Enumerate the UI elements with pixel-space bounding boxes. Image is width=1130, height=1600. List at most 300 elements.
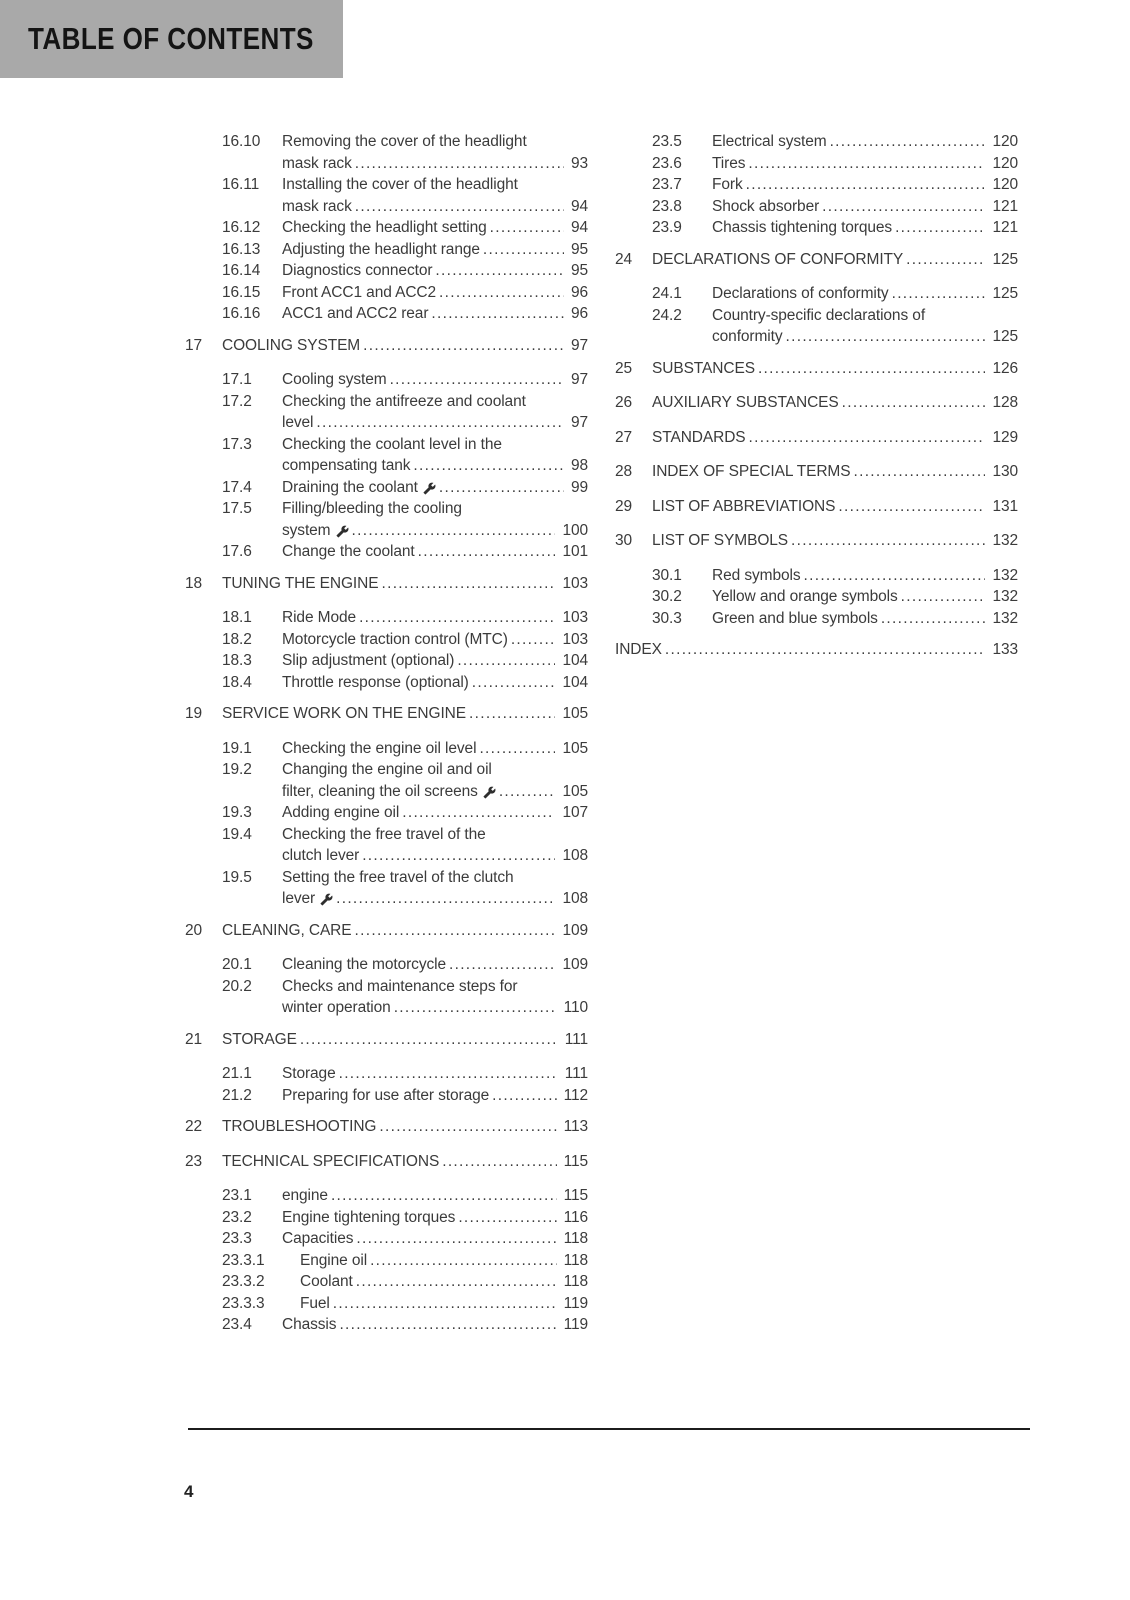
toc-entry-number: 28 <box>615 463 633 480</box>
toc-entry-page: 129 <box>992 428 1018 446</box>
toc-entry-page: 115 <box>563 1187 588 1204</box>
toc-entry-title: TROUBLESHOOTING <box>222 1118 377 1135</box>
toc-entry-page: 105 <box>562 705 588 722</box>
toc-entry-title: engine <box>282 1187 328 1204</box>
dot-leader <box>881 608 986 630</box>
toc-entry <box>185 1314 588 1336</box>
toc-entry-body <box>712 131 1018 153</box>
toc-entry-lastline <box>282 412 588 434</box>
toc-entry-lastline <box>282 802 588 824</box>
toc-entry-lastline <box>282 1207 588 1229</box>
dot-leader <box>483 239 564 261</box>
toc-entry-number: 19.1 <box>222 739 252 757</box>
toc-entry-lastline <box>282 672 588 694</box>
toc-entry-number: 30.2 <box>652 588 682 605</box>
toc-entry-number: 29 <box>615 497 633 515</box>
toc-entry-title: STANDARDS <box>652 428 746 446</box>
toc-entry <box>615 217 1018 239</box>
toc-entry-number: 17 <box>185 336 203 354</box>
toc-entry-lastline <box>222 703 588 725</box>
toc-entry-body <box>222 920 588 942</box>
toc-entry <box>615 131 1018 153</box>
toc-entry <box>185 260 588 282</box>
toc-entry-body <box>282 239 588 261</box>
toc-entry-page: 105 <box>562 782 588 800</box>
toc-entry-body <box>282 650 588 672</box>
toc-entry-lastline <box>282 650 588 672</box>
toc-entry-title: AUXILIARY SUBSTANCES <box>652 394 839 411</box>
toc-entry <box>185 174 588 217</box>
toc-entry-title: Engine oil <box>300 1251 368 1269</box>
dot-leader <box>838 496 985 518</box>
toc-entry <box>185 477 588 499</box>
toc-entry-page: 120 <box>992 154 1018 172</box>
toc-entry <box>185 1228 588 1250</box>
toc-entry-number: 24.2 <box>652 306 682 324</box>
toc-entry-body <box>282 217 588 239</box>
toc-entry-body <box>652 427 1018 449</box>
toc-entry-title: Storage <box>282 1065 336 1082</box>
toc-entry-page: 118 <box>563 1273 588 1290</box>
toc-entry-number: 23 <box>185 1152 203 1170</box>
toc-entry-number: 20.1 <box>222 956 252 973</box>
toc-entry-page: 107 <box>562 804 588 821</box>
dot-leader <box>822 196 985 218</box>
toc-entry-title: INDEX <box>615 641 662 658</box>
toc-entry-lastline <box>282 1228 588 1250</box>
toc-entry-number: 23.7 <box>652 176 682 193</box>
dot-leader <box>449 954 555 976</box>
toc-entry-number: 17.3 <box>222 435 252 453</box>
toc-entry <box>615 392 1018 414</box>
toc-entry <box>185 239 588 261</box>
dot-leader <box>791 530 985 552</box>
toc-entry-body <box>712 283 1018 305</box>
toc-entry-page: 112 <box>563 1086 588 1104</box>
toc-entry <box>615 358 1018 380</box>
dot-leader <box>901 586 986 608</box>
dot-leader <box>472 672 556 694</box>
toc-entry-page: 125 <box>992 250 1018 268</box>
toc-entry-page: 118 <box>563 1230 588 1247</box>
toc-entry-page: 108 <box>562 847 588 864</box>
toc-entry-title: Adding engine oil <box>282 804 400 821</box>
toc-entry-title-line: Checks and maintenance steps for <box>282 977 518 995</box>
dot-leader <box>362 845 555 867</box>
toc-entry <box>615 305 1018 348</box>
toc-entry-lastline <box>282 369 588 391</box>
toc-entry-number: 17.1 <box>222 371 252 388</box>
toc-entry-body <box>712 565 1018 587</box>
toc-entry <box>615 530 1018 552</box>
dot-leader <box>413 455 564 477</box>
toc-entry <box>615 153 1018 175</box>
toc-entry-lastline <box>712 326 1018 348</box>
dot-leader <box>352 520 556 542</box>
toc-entry <box>185 1116 588 1138</box>
toc-entry-title-line: Setting the free travel of the clutch <box>282 868 514 886</box>
toc-entry-lastline <box>282 541 588 563</box>
dot-leader <box>356 1228 556 1250</box>
toc-entry-number: 17.2 <box>222 392 252 410</box>
toc-entry-body <box>222 1029 588 1051</box>
toc-entry-page: 104 <box>562 673 588 691</box>
dot-leader <box>853 461 985 483</box>
toc-entry-title: SERVICE WORK ON THE ENGINE <box>222 705 467 722</box>
toc-entry-page: 113 <box>563 1118 588 1135</box>
toc-entry-page: 98 <box>570 457 588 474</box>
toc-entry-lastline <box>282 997 588 1019</box>
toc-entry-page: 103 <box>562 609 588 626</box>
dot-leader <box>390 369 564 391</box>
toc-entry-number: 20 <box>185 921 203 939</box>
toc-entry-lastline <box>282 455 588 477</box>
toc-entry <box>185 1250 588 1272</box>
toc-entry-body <box>282 954 588 976</box>
toc-entry-title: Slip adjustment (optional) <box>282 652 455 669</box>
toc-entry-title: lever <box>282 890 316 907</box>
wrench-icon <box>320 893 333 906</box>
toc-entry-title: Red symbols <box>712 566 801 584</box>
toc-entry-body <box>282 303 588 325</box>
toc-entry-title: conformity <box>712 328 783 345</box>
toc-entry-number: 19.4 <box>222 825 252 843</box>
toc-entry-number: 19.3 <box>222 804 252 821</box>
toc-entry-title: LIST OF ABBREVIATIONS <box>652 497 836 515</box>
toc-entry-page: 132 <box>992 609 1018 627</box>
toc-entry-body <box>652 530 1018 552</box>
toc-entry <box>615 174 1018 196</box>
toc-entry <box>185 1207 588 1229</box>
dot-leader <box>355 920 556 942</box>
toc-entry-lastline <box>712 153 1018 175</box>
toc-entry-page: 130 <box>992 463 1018 480</box>
toc-entry-lastline <box>282 1185 588 1207</box>
toc-entry-page: 95 <box>570 262 588 279</box>
toc-entry-page: 93 <box>570 154 588 172</box>
toc-entry-title: Capacities <box>282 1230 354 1247</box>
toc-entry-body <box>282 541 588 563</box>
toc-entry-number: 23.3.1 <box>222 1251 265 1269</box>
wrench-icon <box>336 525 349 538</box>
toc-entry-lastline <box>282 738 588 760</box>
toc-entry-title-line: Changing the engine oil and oil <box>282 761 492 778</box>
toc-column-right <box>615 131 1018 674</box>
dot-leader <box>906 249 985 271</box>
toc-entry-title: Chassis tightening torques <box>712 219 893 236</box>
toc-entry-page: 97 <box>570 414 588 431</box>
toc-entry <box>185 303 588 325</box>
toc-entry-body <box>282 260 588 282</box>
toc-entry-lastline <box>282 888 588 910</box>
dot-leader <box>336 888 555 910</box>
toc-entry-title-line: Checking the coolant level in the <box>282 435 502 453</box>
toc-entry-title: Motorcycle traction control (MTC) <box>282 630 508 648</box>
toc-entry-title: mask rack <box>282 197 352 215</box>
toc-entry-body <box>652 461 1018 483</box>
toc-entry <box>185 738 588 760</box>
toc-entry-lastline <box>282 282 588 304</box>
toc-entry-title: TECHNICAL SPECIFICATIONS <box>222 1152 440 1170</box>
toc-entry-lastline <box>282 629 588 651</box>
toc-entry-page: 105 <box>562 739 588 757</box>
toc-entry-page: 132 <box>992 532 1018 549</box>
toc-entry <box>185 1271 588 1293</box>
toc-entry-body <box>282 477 588 499</box>
footer-rule <box>188 1428 1030 1430</box>
toc-entry-body <box>712 608 1018 630</box>
toc-entry-title: COOLING SYSTEM <box>222 336 361 354</box>
toc-entry-body <box>282 976 588 1019</box>
toc-entry-title-line: Removing the cover of the headlight <box>282 133 527 150</box>
toc-entry-page: 120 <box>992 133 1018 150</box>
toc-entry-page: 133 <box>992 641 1018 658</box>
toc-entry-body <box>282 1207 588 1229</box>
toc-entry-body <box>282 629 588 651</box>
toc-entry-title: Tires <box>712 154 746 172</box>
toc-entry-body <box>282 824 588 867</box>
toc-entry-number: 21.1 <box>222 1065 252 1082</box>
dot-leader <box>331 1185 557 1207</box>
toc-entry-page: 108 <box>562 890 588 907</box>
toc-entry-body <box>652 392 1018 414</box>
dot-leader <box>316 412 564 434</box>
toc-entry <box>185 920 588 942</box>
toc-entry-page: 126 <box>992 359 1018 377</box>
toc-entry-body <box>282 1314 588 1336</box>
toc-entry-number: 30.1 <box>652 566 682 584</box>
toc-entry-lastline <box>712 196 1018 218</box>
toc-entry-title: Fuel <box>300 1294 330 1312</box>
dot-leader <box>665 639 986 661</box>
toc-entry-number: 19 <box>185 705 203 722</box>
dot-leader <box>442 1151 556 1173</box>
toc-entry-body <box>652 249 1018 271</box>
dot-leader <box>490 217 564 239</box>
toc-entry-lastline <box>300 1250 588 1272</box>
toc-entry-body <box>712 305 1018 348</box>
dot-leader <box>746 174 986 196</box>
toc-entry-number: 18 <box>185 574 203 592</box>
toc-entry-lastline <box>222 1029 588 1051</box>
toc-entry-body <box>282 738 588 760</box>
toc-entry-body <box>282 498 588 541</box>
dot-leader <box>758 358 986 380</box>
toc-entry-page: 121 <box>992 219 1018 236</box>
toc-entry-number: 23.6 <box>652 154 682 172</box>
toc-entry-lastline <box>712 586 1018 608</box>
toc-entry <box>185 650 588 672</box>
toc-entry-body <box>712 153 1018 175</box>
toc-entry-body <box>712 196 1018 218</box>
toc-entry-title: Cooling system <box>282 371 387 388</box>
toc-entry-title: Change the coolant <box>282 543 415 560</box>
dot-leader <box>457 650 555 672</box>
dot-leader <box>381 573 555 595</box>
toc-entry-title: level <box>282 414 314 431</box>
toc-entry-title: mask rack <box>282 154 352 172</box>
toc-entry-body <box>282 434 588 477</box>
toc-entry-page: 101 <box>562 543 588 560</box>
toc-entry <box>185 498 588 541</box>
toc-entry-body <box>712 217 1018 239</box>
toc-entry <box>185 802 588 824</box>
toc-entry-title: Draining the coolant <box>282 478 418 496</box>
toc-entry-title: Adjusting the headlight range <box>282 240 480 258</box>
toc-entry-page: 109 <box>562 956 588 973</box>
toc-entry <box>615 196 1018 218</box>
toc-entry-lastline <box>282 1063 588 1085</box>
toc-entry-page: 120 <box>992 176 1018 193</box>
toc-entry-body <box>652 496 1018 518</box>
toc-entry-number: 18.2 <box>222 630 252 648</box>
toc-entry-page: 110 <box>563 999 588 1016</box>
toc-entry-page: 119 <box>563 1294 588 1312</box>
toc-entry-lastline <box>712 131 1018 153</box>
toc-entry-page: 115 <box>563 1152 588 1170</box>
toc-entry-number: 18.4 <box>222 673 252 691</box>
dot-leader <box>333 1293 557 1315</box>
toc-entry-number: 23.5 <box>652 133 682 150</box>
footer-page-number: 4 <box>184 1482 194 1501</box>
toc-entry-title-line: Checking the antifreeze and coolant <box>282 392 526 410</box>
toc-entry-title: Throttle response (optional) <box>282 673 469 691</box>
toc-entry-lastline <box>282 520 588 542</box>
toc-entry-lastline <box>282 845 588 867</box>
toc-entry-title: Chassis <box>282 1316 337 1333</box>
toc-entry <box>615 608 1018 630</box>
toc-entry-title: clutch lever <box>282 847 360 864</box>
toc-entry-title: winter operation <box>282 999 391 1016</box>
page-header <box>0 0 343 78</box>
toc-entry-lastline <box>282 260 588 282</box>
toc-entry-page: 111 <box>564 1030 588 1048</box>
toc-entry-lastline <box>712 217 1018 239</box>
toc-column-left <box>185 131 588 1336</box>
toc-entry-number: 26 <box>615 394 633 411</box>
toc-entry <box>615 283 1018 305</box>
toc-entry-page: 125 <box>992 285 1018 302</box>
toc-entry-page: 132 <box>992 566 1018 584</box>
dot-leader <box>842 392 986 414</box>
toc-entry-page: 95 <box>570 240 588 258</box>
toc-entry-body <box>300 1250 588 1272</box>
toc-entry-title: filter, cleaning the oil screens <box>282 782 478 800</box>
toc-entry-title: TUNING THE ENGINE <box>222 574 379 592</box>
dot-leader <box>355 153 564 175</box>
toc-entry-title: LIST OF SYMBOLS <box>652 532 789 549</box>
dot-leader <box>402 802 555 824</box>
toc-entry-number: 24.1 <box>652 285 682 302</box>
toc-entry <box>185 672 588 694</box>
toc-entry <box>615 639 1018 661</box>
toc-entry-page: 128 <box>992 394 1018 411</box>
toc-entry <box>185 1185 588 1207</box>
toc-entry-number: 16.12 <box>222 219 261 236</box>
dot-leader <box>895 217 985 239</box>
toc-entry-title: Engine tightening torques <box>282 1208 456 1226</box>
toc-entry-number: 23.4 <box>222 1316 252 1333</box>
toc-entry-body <box>222 1151 588 1173</box>
dot-leader <box>439 282 564 304</box>
toc-entry-number: 25 <box>615 359 633 377</box>
toc-entry-lastline <box>222 920 588 942</box>
toc-entry-body <box>282 369 588 391</box>
toc-entry-lastline <box>300 1271 588 1293</box>
toc-entry-number: 18.3 <box>222 652 252 669</box>
toc-entry-lastline <box>652 358 1018 380</box>
toc-entry-body <box>282 1228 588 1250</box>
toc-entry-page: 100 <box>562 521 588 539</box>
toc-entry-title-line: Installing the cover of the headlight <box>282 176 518 193</box>
toc-entry-number: 17.4 <box>222 478 252 496</box>
toc-entry-lastline <box>222 573 588 595</box>
toc-entry <box>615 586 1018 608</box>
toc-entry-body <box>222 1116 588 1138</box>
toc-entry <box>185 1085 588 1107</box>
toc-entry-page: 119 <box>563 1316 588 1333</box>
toc-entry-lastline <box>652 427 1018 449</box>
toc-entry-title: ACC1 and ACC2 rear <box>282 305 429 322</box>
toc-entry-title: Front ACC1 and ACC2 <box>282 283 437 301</box>
toc-entry-number: 16.13 <box>222 240 261 258</box>
toc-entry-page: 131 <box>992 497 1018 515</box>
toc-entry-title-line: Country-specific declarations of <box>712 306 926 324</box>
toc-entry <box>185 217 588 239</box>
toc-entry-lastline <box>652 461 1018 483</box>
toc-entry-lastline <box>282 196 588 218</box>
toc-entry-page: 111 <box>564 1065 588 1082</box>
dot-leader <box>418 541 556 563</box>
toc-entry-lastline <box>282 217 588 239</box>
toc-entry <box>185 1029 588 1051</box>
toc-entry-title: INDEX OF SPECIAL TERMS <box>652 463 851 480</box>
toc-entry-page: 116 <box>563 1208 588 1226</box>
dot-leader <box>363 335 564 357</box>
toc-entry-title: Checking the headlight setting <box>282 219 487 236</box>
toc-entry-number: 19.2 <box>222 761 252 778</box>
toc-entry-title: Yellow and orange symbols <box>712 588 898 605</box>
toc-entry <box>185 824 588 867</box>
toc-entry-lastline <box>282 781 588 803</box>
toc-entry <box>185 391 588 434</box>
dot-leader <box>804 565 986 587</box>
dot-leader <box>355 196 564 218</box>
toc-entry-page: 109 <box>562 921 588 939</box>
toc-entry-body <box>282 1185 588 1207</box>
toc-entry-lastline <box>282 477 588 499</box>
dot-leader <box>458 1207 556 1229</box>
toc-entry <box>615 461 1018 483</box>
toc-entry-title: SUBSTANCES <box>652 359 755 377</box>
toc-entry-title: system <box>282 521 331 539</box>
toc-entry-lastline <box>615 639 1018 661</box>
toc-entry-page: 96 <box>570 283 588 301</box>
wrench-icon <box>423 482 436 495</box>
toc-entry-lastline <box>712 608 1018 630</box>
toc-entry-number: 30.3 <box>652 609 682 627</box>
toc-entry-title: Preparing for use after storage <box>282 1086 490 1104</box>
toc-entry-lastline <box>282 303 588 325</box>
dot-leader <box>379 1116 556 1138</box>
dot-leader <box>439 477 564 499</box>
toc-entry-page: 118 <box>563 1251 588 1269</box>
toc-entry-lastline <box>222 335 588 357</box>
toc-entry-lastline <box>222 1151 588 1173</box>
toc-entry-number: 24 <box>615 250 633 268</box>
toc-entry-lastline <box>282 1085 588 1107</box>
toc-entry-number: 16.10 <box>222 133 261 150</box>
